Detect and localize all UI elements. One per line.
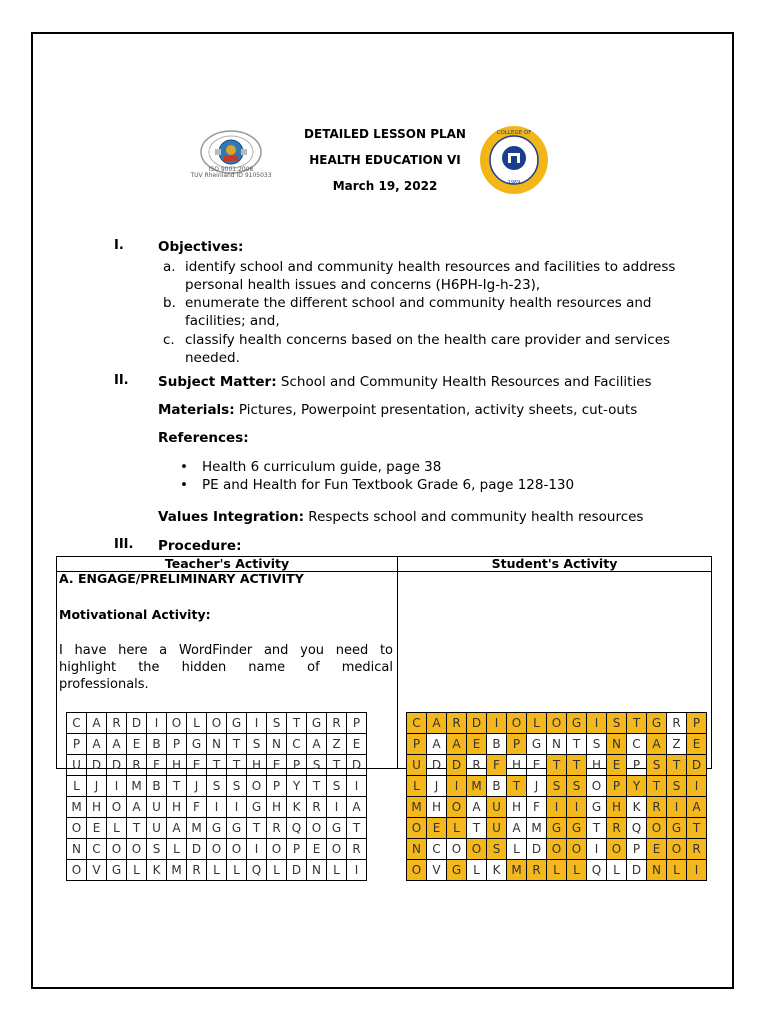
letter-cell: O xyxy=(267,839,287,860)
letter-cell: S xyxy=(147,839,167,860)
wordfinder-row xyxy=(67,839,367,860)
letter-cell: P xyxy=(167,734,187,755)
letter-cell: E xyxy=(467,734,487,755)
letter-cell: E xyxy=(127,734,147,755)
letter-cell: R xyxy=(327,713,347,734)
letter-cell: P xyxy=(627,755,647,776)
wordfinder-row xyxy=(67,755,367,776)
letter-cell: C xyxy=(407,713,427,734)
letter-cell: S xyxy=(247,734,267,755)
letter-cell: C xyxy=(287,734,307,755)
objective-letter: c. xyxy=(163,332,175,348)
letter-cell: P xyxy=(67,734,87,755)
letter-cell: A xyxy=(347,797,367,818)
letter-cell: B xyxy=(487,734,507,755)
letter-cell: S xyxy=(327,776,347,797)
letter-cell: P xyxy=(687,713,707,734)
letter-cell: I xyxy=(107,776,127,797)
letter-cell: O xyxy=(67,860,87,881)
letter-cell: A xyxy=(447,734,467,755)
letter-cell: P xyxy=(407,734,427,755)
letter-cell: O xyxy=(207,839,227,860)
letter-cell: A xyxy=(107,734,127,755)
letter-cell: O xyxy=(307,818,327,839)
svg-text:1969: 1969 xyxy=(507,180,521,186)
letter-cell: E xyxy=(527,755,547,776)
letter-cell: O xyxy=(667,839,687,860)
letter-cell: I xyxy=(247,839,267,860)
engage-heading: A. ENGAGE/PRELIMINARY ACTIVITY xyxy=(59,571,304,586)
letter-cell: O xyxy=(447,839,467,860)
letter-cell: H xyxy=(607,797,627,818)
objective-letter: b. xyxy=(163,295,176,311)
section-number-subject: II. xyxy=(114,373,129,388)
letter-cell: G xyxy=(567,818,587,839)
wordfinder-row xyxy=(67,776,367,797)
objective-a: a. identify school and community health resources and facilities to address personal health issues and concerns (H6PH-Ig-h-23), xyxy=(163,259,676,293)
letter-cell: H xyxy=(427,797,447,818)
letter-cell: D xyxy=(127,713,147,734)
letter-cell: H xyxy=(167,797,187,818)
letter-cell: D xyxy=(447,755,467,776)
letter-cell: D xyxy=(87,755,107,776)
letter-cell: I xyxy=(347,776,367,797)
letter-cell: E xyxy=(607,755,627,776)
letter-cell: T xyxy=(547,755,567,776)
letter-cell: J xyxy=(187,776,207,797)
letter-cell: M xyxy=(507,860,527,881)
letter-cell: Y xyxy=(627,776,647,797)
letter-cell: S xyxy=(307,755,327,776)
letter-cell: E xyxy=(347,734,367,755)
letter-cell: H xyxy=(267,797,287,818)
letter-cell: E xyxy=(267,755,287,776)
letter-cell: G xyxy=(227,713,247,734)
wordfinder-row xyxy=(407,755,707,776)
letter-cell: E xyxy=(307,839,327,860)
letter-cell: O xyxy=(327,839,347,860)
letter-cell: G xyxy=(667,818,687,839)
letter-cell: G xyxy=(107,860,127,881)
letter-cell: V xyxy=(427,860,447,881)
letter-cell: O xyxy=(467,839,487,860)
letter-cell: R xyxy=(647,797,667,818)
svg-text:COLLEGE OF: COLLEGE OF xyxy=(496,130,532,136)
letter-cell: R xyxy=(527,860,547,881)
wordfinder-row xyxy=(407,818,707,839)
letter-cell: L xyxy=(207,860,227,881)
letter-cell: R xyxy=(107,713,127,734)
letter-cell: C xyxy=(67,713,87,734)
document-subject: HEALTH EDUCATION VI xyxy=(309,153,461,167)
letter-cell: H xyxy=(587,755,607,776)
letter-cell: T xyxy=(347,818,367,839)
letter-cell: G xyxy=(547,818,567,839)
letter-cell: O xyxy=(547,839,567,860)
letter-cell: S xyxy=(667,776,687,797)
letter-cell: F xyxy=(487,755,507,776)
letter-cell: D xyxy=(627,860,647,881)
letter-cell: G xyxy=(567,713,587,734)
letter-cell: L xyxy=(507,839,527,860)
letter-cell: U xyxy=(147,818,167,839)
letter-cell: A xyxy=(87,734,107,755)
letter-cell: L xyxy=(547,860,567,881)
letter-cell: C xyxy=(87,839,107,860)
letter-cell: Z xyxy=(327,734,347,755)
letter-cell: N xyxy=(307,860,327,881)
letter-cell: G xyxy=(587,797,607,818)
letter-cell: I xyxy=(587,839,607,860)
letter-cell: T xyxy=(207,755,227,776)
letter-cell: G xyxy=(227,818,247,839)
letter-cell: O xyxy=(247,776,267,797)
letter-cell: H xyxy=(507,755,527,776)
letter-cell: D xyxy=(527,839,547,860)
letter-cell: L xyxy=(607,860,627,881)
letter-cell: T xyxy=(467,818,487,839)
letter-cell: S xyxy=(207,776,227,797)
wordfinder-grid xyxy=(66,712,367,881)
letter-cell: L xyxy=(267,860,287,881)
letter-cell: S xyxy=(267,713,287,734)
wordfinder-row xyxy=(407,713,707,734)
letter-cell: I xyxy=(487,713,507,734)
letter-cell: D xyxy=(687,755,707,776)
letter-cell: D xyxy=(287,860,307,881)
materials: Materials: Pictures, Powerpoint presentation, activity sheets, cut-outs xyxy=(158,402,638,418)
letter-cell: Q xyxy=(287,818,307,839)
letter-cell: A xyxy=(647,734,667,755)
letter-cell: T xyxy=(687,818,707,839)
letter-cell: K xyxy=(627,797,647,818)
letter-cell: L xyxy=(407,776,427,797)
letter-cell: R xyxy=(687,839,707,860)
letter-cell: U xyxy=(487,818,507,839)
letter-cell: T xyxy=(127,818,147,839)
letter-cell: M xyxy=(467,776,487,797)
letter-cell: D xyxy=(467,713,487,734)
letter-cell: T xyxy=(627,713,647,734)
letter-cell: R xyxy=(307,797,327,818)
letter-cell: T xyxy=(567,734,587,755)
letter-cell: N xyxy=(547,734,567,755)
letter-cell: U xyxy=(67,755,87,776)
letter-cell: L xyxy=(527,713,547,734)
letter-cell: Q xyxy=(247,860,267,881)
letter-cell: I xyxy=(547,797,567,818)
letter-cell: R xyxy=(347,839,367,860)
letter-cell: O xyxy=(407,860,427,881)
letter-cell: L xyxy=(67,776,87,797)
references-heading: References: xyxy=(158,430,249,446)
letter-cell: V xyxy=(87,860,107,881)
letter-cell: I xyxy=(207,797,227,818)
letter-cell: L xyxy=(167,839,187,860)
letter-cell: G xyxy=(307,713,327,734)
letter-cell: G xyxy=(187,734,207,755)
letter-cell: O xyxy=(647,818,667,839)
objective-b: b. enumerate the different school and community health resources and facilities; and, xyxy=(163,295,652,329)
letter-cell: P xyxy=(607,776,627,797)
letter-cell: E xyxy=(427,818,447,839)
letter-cell: O xyxy=(407,818,427,839)
letter-cell: G xyxy=(647,713,667,734)
letter-cell: Y xyxy=(287,776,307,797)
letter-cell: K xyxy=(147,860,167,881)
letter-cell: I xyxy=(347,860,367,881)
objective-letter: a. xyxy=(163,259,176,275)
wordfinder-row xyxy=(67,734,367,755)
letter-cell: C xyxy=(427,839,447,860)
letter-cell: T xyxy=(647,776,667,797)
letter-cell: O xyxy=(447,797,467,818)
letter-cell: I xyxy=(667,797,687,818)
letter-cell: G xyxy=(447,860,467,881)
letter-cell: T xyxy=(667,755,687,776)
letter-cell: R xyxy=(667,713,687,734)
letter-cell: Z xyxy=(667,734,687,755)
letter-cell: I xyxy=(327,797,347,818)
letter-cell: M xyxy=(67,797,87,818)
letter-cell: N xyxy=(207,734,227,755)
letter-cell: M xyxy=(127,776,147,797)
letter-cell: O xyxy=(167,713,187,734)
letter-cell: B xyxy=(147,776,167,797)
letter-cell: S xyxy=(647,755,667,776)
letter-cell: O xyxy=(587,776,607,797)
wordfinder-row xyxy=(67,860,367,881)
letter-cell: I xyxy=(587,713,607,734)
letter-cell: I xyxy=(227,797,247,818)
letter-cell: K xyxy=(287,797,307,818)
letter-cell: I xyxy=(567,797,587,818)
letter-cell: M xyxy=(527,818,547,839)
instruction-text: I have here a WordFinder and you need to highlight the hidden name of medical professionals. xyxy=(59,643,393,692)
letter-cell: O xyxy=(567,839,587,860)
letter-cell: A xyxy=(167,818,187,839)
letter-cell: T xyxy=(307,776,327,797)
letter-cell: E xyxy=(87,818,107,839)
letter-cell: S xyxy=(607,713,627,734)
letter-cell: U xyxy=(407,755,427,776)
letter-cell: O xyxy=(107,797,127,818)
objectives-heading: Objectives: xyxy=(158,239,244,255)
letter-cell: S xyxy=(227,776,247,797)
letter-cell: H xyxy=(507,797,527,818)
college-of-education-seal xyxy=(478,124,550,196)
letter-cell: A xyxy=(87,713,107,734)
letter-cell: P xyxy=(627,839,647,860)
letter-cell: L xyxy=(467,860,487,881)
letter-cell: I xyxy=(447,776,467,797)
letter-cell: O xyxy=(507,713,527,734)
letter-cell: M xyxy=(167,860,187,881)
letter-cell: R xyxy=(267,818,287,839)
letter-cell: N xyxy=(407,839,427,860)
letter-cell: E xyxy=(187,755,207,776)
letter-cell: H xyxy=(247,755,267,776)
letter-cell: U xyxy=(147,797,167,818)
section-number-objectives: I. xyxy=(114,238,124,253)
letter-cell: D xyxy=(347,755,367,776)
letter-cell: L xyxy=(327,860,347,881)
letter-cell: F xyxy=(147,755,167,776)
letter-cell: O xyxy=(107,839,127,860)
letter-cell: A xyxy=(467,797,487,818)
wordfinder-row xyxy=(407,776,707,797)
letter-cell: T xyxy=(227,755,247,776)
procedure-heading: Procedure: xyxy=(158,538,242,554)
reference-item: • PE and Health for Fun Textbook Grade 6, page 128-130 xyxy=(180,476,574,494)
letter-cell: B xyxy=(487,776,507,797)
letter-cell: T xyxy=(567,755,587,776)
wordfinder-row xyxy=(67,818,367,839)
letter-cell: N xyxy=(267,734,287,755)
letter-cell: P xyxy=(287,839,307,860)
letter-cell: G xyxy=(327,818,347,839)
letter-cell: O xyxy=(547,713,567,734)
letter-cell: L xyxy=(187,713,207,734)
letter-cell: O xyxy=(607,839,627,860)
student-activity-header: Student's Activity xyxy=(398,557,712,572)
letter-cell: C xyxy=(627,734,647,755)
letter-cell: Q xyxy=(587,860,607,881)
letter-cell: A xyxy=(687,797,707,818)
wordfinder-row xyxy=(407,839,707,860)
letter-cell: N xyxy=(607,734,627,755)
letter-cell: I xyxy=(687,860,707,881)
letter-cell: M xyxy=(187,818,207,839)
letter-cell: O xyxy=(67,818,87,839)
letter-cell: T xyxy=(247,818,267,839)
subject-matter: Subject Matter: School and Community Health Resources and Facilities xyxy=(158,374,652,390)
letter-cell: S xyxy=(487,839,507,860)
letter-cell: T xyxy=(507,776,527,797)
letter-cell: I xyxy=(687,776,707,797)
letter-cell: R xyxy=(187,860,207,881)
letter-cell: O xyxy=(207,713,227,734)
letter-cell: J xyxy=(527,776,547,797)
letter-cell: D xyxy=(187,839,207,860)
letter-cell: E xyxy=(687,734,707,755)
letter-cell: P xyxy=(507,734,527,755)
letter-cell: K xyxy=(487,860,507,881)
letter-cell: F xyxy=(527,797,547,818)
references-list xyxy=(180,458,574,494)
letter-cell: S xyxy=(547,776,567,797)
letter-cell: Q xyxy=(627,818,647,839)
letter-cell: G xyxy=(207,818,227,839)
letter-cell: T xyxy=(167,776,187,797)
letter-cell: A xyxy=(507,818,527,839)
letter-cell: L xyxy=(567,860,587,881)
letter-cell: O xyxy=(127,839,147,860)
letter-cell: R xyxy=(607,818,627,839)
letter-cell: L xyxy=(667,860,687,881)
objective-c: c. classify health concerns based on the health care provider and services needed. xyxy=(163,332,671,366)
letter-cell: J xyxy=(87,776,107,797)
document-title: DETAILED LESSON PLAN xyxy=(304,127,466,141)
letter-cell: I xyxy=(147,713,167,734)
letter-cell: A xyxy=(127,797,147,818)
letter-cell: J xyxy=(427,776,447,797)
letter-cell: F xyxy=(187,797,207,818)
letter-cell: D xyxy=(107,755,127,776)
letter-cell: G xyxy=(247,797,267,818)
wordfinder-row xyxy=(407,860,707,881)
letter-cell: O xyxy=(227,839,247,860)
section-number-procedure: III. xyxy=(114,537,134,552)
letter-cell: S xyxy=(567,776,587,797)
iso-caption: ISO 9001:2008 TUV Rheinland ID 9105033 xyxy=(190,166,272,179)
letter-cell: H xyxy=(87,797,107,818)
wordfinder-row xyxy=(67,797,367,818)
letter-cell: U xyxy=(487,797,507,818)
letter-cell: R xyxy=(127,755,147,776)
letter-cell: T xyxy=(587,818,607,839)
letter-cell: H xyxy=(167,755,187,776)
letter-cell: P xyxy=(267,776,287,797)
letter-cell: M xyxy=(407,797,427,818)
letter-cell: L xyxy=(447,818,467,839)
wordfinder-row xyxy=(67,713,367,734)
letter-cell: P xyxy=(287,755,307,776)
letter-cell: P xyxy=(347,713,367,734)
letter-cell: D xyxy=(427,755,447,776)
letter-cell: N xyxy=(647,860,667,881)
wordfinder-row xyxy=(407,797,707,818)
wordfinder-row xyxy=(407,734,707,755)
letter-cell: T xyxy=(327,755,347,776)
reference-item: • Health 6 curriculum guide, page 38 xyxy=(180,458,574,476)
wordfinder-answer-grid xyxy=(406,712,707,881)
values-integration: Values Integration: Respects school and community health resources xyxy=(158,509,644,525)
letter-cell: L xyxy=(227,860,247,881)
letter-cell: T xyxy=(227,734,247,755)
letter-cell: R xyxy=(447,713,467,734)
letter-cell: A xyxy=(427,734,447,755)
teacher-activity-header: Teacher's Activity xyxy=(57,557,398,572)
letter-cell: E xyxy=(647,839,667,860)
letter-cell: S xyxy=(587,734,607,755)
letter-cell: N xyxy=(67,839,87,860)
letter-cell: B xyxy=(147,734,167,755)
document-date: March 19, 2022 xyxy=(332,179,438,193)
letter-cell: L xyxy=(107,818,127,839)
letter-cell: I xyxy=(247,713,267,734)
letter-cell: G xyxy=(527,734,547,755)
letter-cell: R xyxy=(467,755,487,776)
letter-cell: A xyxy=(307,734,327,755)
letter-cell: A xyxy=(427,713,447,734)
motivational-heading: Motivational Activity: xyxy=(59,607,211,622)
letter-cell: T xyxy=(287,713,307,734)
letter-cell: L xyxy=(127,860,147,881)
